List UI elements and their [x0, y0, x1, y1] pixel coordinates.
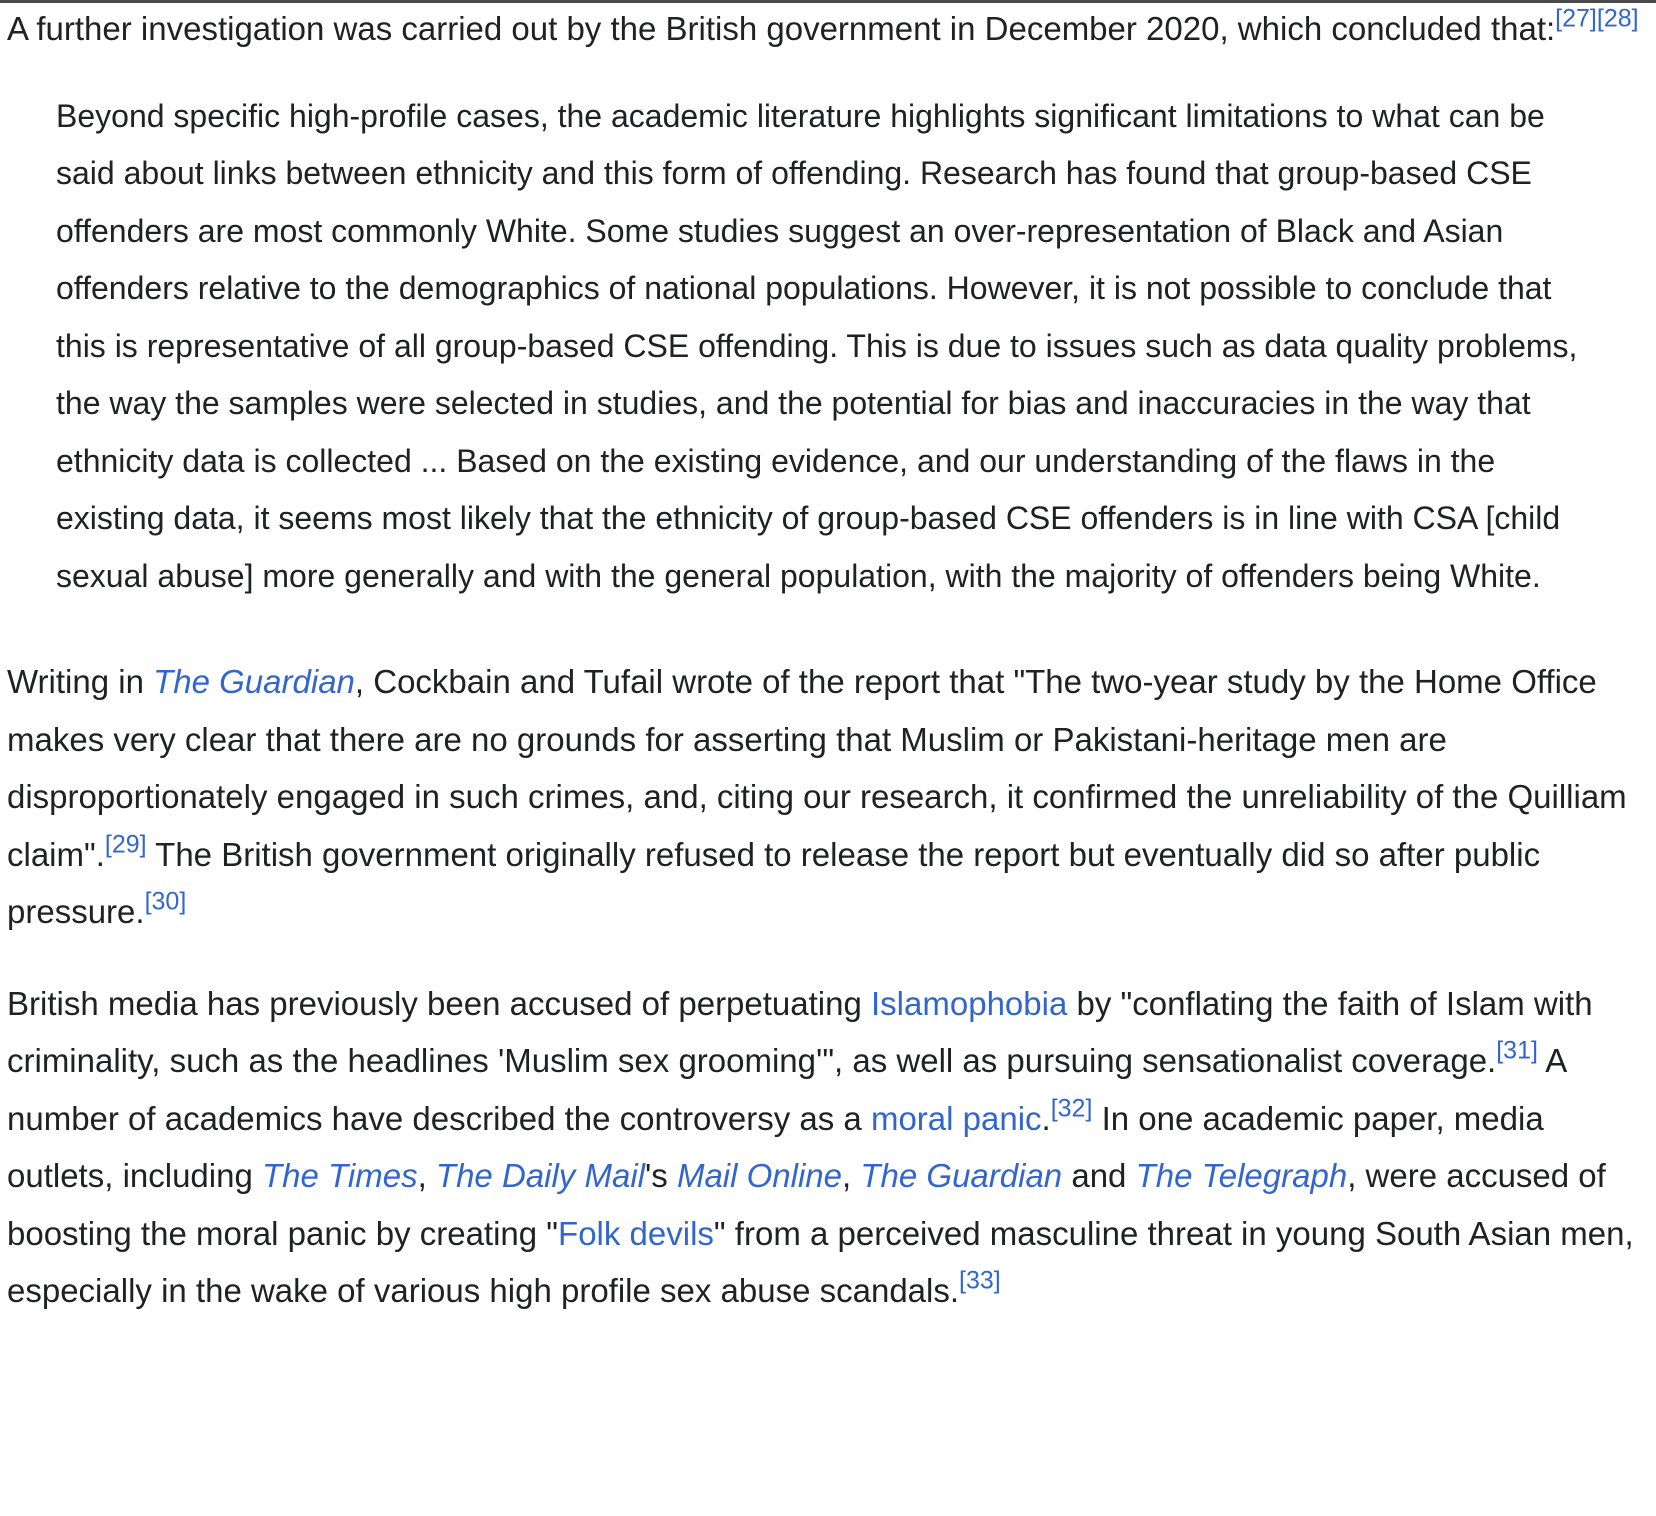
citation-27[interactable]: [27] — [1555, 4, 1597, 33]
link-the-guardian[interactable]: The Guardian — [153, 663, 355, 700]
link-mail-online[interactable]: Mail Online — [676, 1157, 843, 1194]
citation-31[interactable]: [31] — [1496, 1036, 1538, 1065]
paragraph-media-accusations: British media has previously been accused of perpetuating Islamophobia by "conflating the faith of Islam with criminality, such as the headlines 'Muslim sex grooming'", as well as pursuing sensationalist coverage.[31] A number of academics have described the controversy as a moral panic.[32] In one academic paper, media outlets, including The Times, The Daily Mail's Mail Online, The Guardian and The Telegraph, were accused of boosting the moral panic by creating "Folk devils" from a perceived masculine threat in young South Asian men, especially in the wake of various high profile sex abuse scandals.[33] — [7, 984, 1634, 1309]
link-the-telegraph[interactable]: The Telegraph — [1135, 1157, 1348, 1194]
citation-29[interactable]: [29] — [104, 829, 147, 858]
paragraph-investigation: A further investigation was carried out by the British government in December 2020, which concluded that:[27][28] — [7, 4, 1639, 47]
citation-30[interactable]: [30] — [144, 887, 187, 916]
link-folk-devils[interactable]: Folk devils — [558, 1214, 714, 1252]
citation-28[interactable]: [28] — [1596, 4, 1639, 33]
link-islamophobia[interactable]: Islamophobia — [871, 984, 1068, 1022]
paragraph-guardian-writing: Writing in The Guardian, Cockbain and Tufail wrote of the report that "The two-year study by the Home Office makes very clear that there are no grounds for asserting that Muslim or Pakistani-heritage men are disproportionately engaged in such crimes, and, citing our research, it confirmed the unreliability of the Quilliam claim".[29] The British government originally refused to release the report but eventually did so after public pressure.[30] — [7, 663, 1627, 930]
article-body — [7, 0, 1647, 1320]
link-moral-panic[interactable]: moral panic — [870, 1099, 1042, 1137]
citation-33[interactable]: [33] — [959, 1266, 1001, 1295]
link-the-guardian-2[interactable]: The Guardian — [860, 1157, 1063, 1194]
blockquote-report-conclusion: Beyond specific high-profile cases, the academic literature highlights significant limitations to what can be said about links between ethnicity and this form of offending. Research has found that group-based CSE offenders are most commonly White. Some studies suggest an over-representation of Black and Asian offenders relative to the demographics of national populations. However, it is not possible to conclude that this is representative of all group-based CSE offending. This is due to issues such as data quality problems, the way the samples were selected in studies, and the potential for bias and inaccuracies in the way that ethnicity data is collected ... Based on the existing evidence, and our understanding of the flaws in the existing data, it seems most likely that the ethnicity of group-based CSE offenders is in line with CSA [child sexual abuse] more generally and with the general population, with the majority of offenders being White. — [56, 97, 1578, 594]
link-the-daily-mail[interactable]: The Daily Mail — [435, 1157, 645, 1194]
citation-32[interactable]: [32] — [1050, 1093, 1093, 1122]
link-the-times[interactable]: The Times — [262, 1157, 418, 1194]
